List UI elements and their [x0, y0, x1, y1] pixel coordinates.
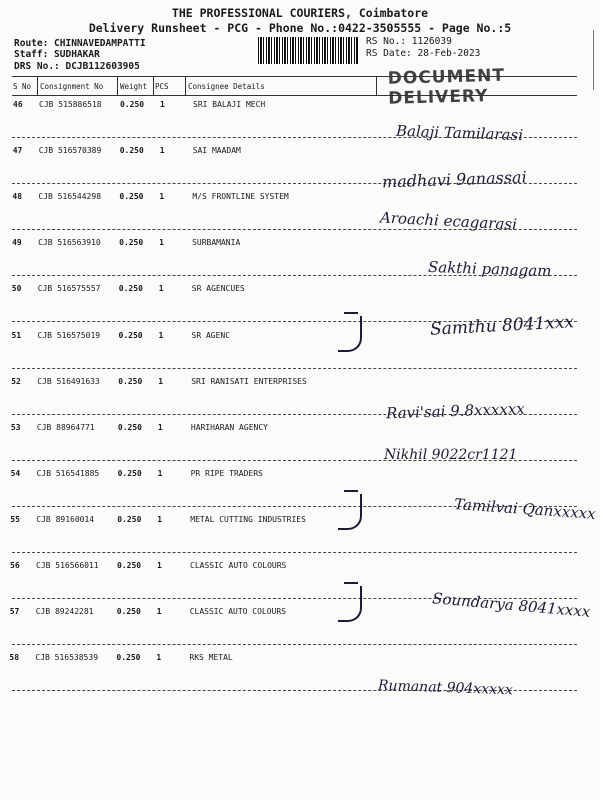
row-weight: 0.250: [119, 192, 144, 202]
row-pcs: 1: [158, 376, 164, 386]
handwritten-mark-icon: [338, 586, 362, 622]
col-divider: [153, 76, 154, 96]
barcode-icon: [258, 37, 358, 64]
row-consignee: SAI MAADAM: [192, 146, 241, 156]
row-consignment: CJB 516570389: [38, 146, 102, 156]
row-pcs: 1: [160, 100, 165, 109]
row-sno: 55: [10, 514, 20, 524]
row-sno: 53: [10, 422, 21, 432]
row-separator: [12, 552, 577, 553]
row-consignee: HARIHARAN AGENCY: [190, 422, 268, 432]
handwritten-mark-icon: [338, 494, 362, 530]
row-consignee: M/S FRONTLINE SYSTEM: [192, 192, 289, 202]
row-weight: 0.250: [116, 607, 141, 617]
row-consignee: PR RIPE TRADERS: [190, 468, 263, 478]
row-consignee: SRI RANISATI ENTERPRISES: [191, 376, 307, 386]
col-divider: [376, 76, 377, 96]
handwritten-signature: Rumanat 904xxxxx: [377, 677, 514, 699]
handwritten-signature: Samthu 8041xxx: [429, 312, 575, 340]
row-consignment: CJB 516575557: [37, 284, 101, 294]
handwritten-signature: Ravi'sai 9.8xxxxxx: [385, 399, 526, 423]
handwritten-signature: Aroachi ecagarasi: [379, 208, 518, 234]
row-consignment: CJB 516563910: [38, 238, 101, 248]
row-consignment: CJB 516566011: [36, 561, 99, 570]
col-divider: [37, 76, 38, 96]
col-header-consignment: Consignment No: [40, 82, 104, 91]
row-weight: 0.250: [118, 330, 143, 340]
row-consignment: CJB 89160014: [36, 514, 95, 524]
row-consignee: RKS METAL: [189, 653, 233, 663]
row-sno: 49: [12, 238, 22, 248]
row-consignment: CJB 516538539: [35, 653, 99, 663]
runsheet-title: Delivery Runsheet - PCG - Phone No.:0422-3505555 - Page No.:5: [88, 21, 512, 35]
rs-number: RS No.: 1126039: [366, 36, 452, 47]
row-sno: 57: [9, 607, 20, 617]
company-title: THE PROFESSIONAL COURIERS, Coimbatore: [171, 6, 429, 20]
row-weight: 0.250: [118, 284, 143, 294]
row-consignment: CJB 516541885: [36, 468, 100, 478]
row-sno: 46: [13, 100, 23, 109]
handwritten-signature: Sakthi panagam: [427, 257, 552, 281]
row-separator: [12, 368, 577, 369]
handwritten-signature: Tamilvai Qanxxxxx: [453, 495, 597, 523]
row-pcs: 1: [156, 607, 162, 617]
row-consignee: CLASSIC AUTO COLOURS: [189, 607, 287, 617]
col-header-weight: Weight: [120, 82, 148, 91]
row-consignment: CJB 516491633: [37, 376, 100, 386]
drs-number: DRS No.: DCJB112603905: [14, 61, 140, 72]
row-sno: 50: [11, 284, 22, 294]
col-divider: [185, 76, 186, 96]
row-weight: 0.250: [120, 100, 145, 109]
handwritten-signature: Nikhil 9022cr1121: [384, 447, 518, 463]
row-consignee: SURBAMANIA: [192, 238, 241, 248]
row-consignee: CLASSIC AUTO COLOURS: [190, 561, 287, 570]
route-label: Route: CHINNAVEDAMPATTI: [14, 38, 146, 49]
row-pcs: 1: [159, 146, 165, 156]
row-consignee: SR AGENC: [191, 330, 231, 340]
row-weight: 0.250: [119, 146, 144, 156]
header-bottom-rule: [12, 95, 577, 96]
row-pcs: 1: [158, 284, 164, 294]
row-pcs: 1: [156, 653, 162, 663]
row-sno: 52: [11, 376, 21, 386]
row-sno: 47: [12, 146, 23, 156]
row-sno: 54: [10, 468, 21, 478]
row-consignment: CJB 515886518: [39, 100, 102, 109]
row-consignment: CJB 516575019: [37, 330, 101, 340]
row-weight: 0.250: [117, 561, 142, 570]
row-pcs: 1: [157, 422, 163, 432]
row-pcs: 1: [159, 192, 165, 202]
row-weight: 0.250: [117, 514, 142, 524]
row-consignment: CJB 88964771: [36, 422, 95, 432]
row-consignee: SR AGENCUES: [191, 284, 245, 294]
row-pcs: 1: [158, 330, 164, 340]
document-delivery-stamp: DOCUMENT DELIVERY: [387, 65, 506, 109]
staff-label: Staff: SUDHAKAR: [14, 49, 100, 60]
row-consignment: CJB 89242281: [35, 607, 94, 617]
col-divider: [117, 76, 118, 96]
row-sno: 56: [10, 561, 20, 570]
rs-date: RS Date: 28-Feb-2023: [366, 48, 481, 59]
row-consignment: CJB 516544298: [38, 192, 102, 202]
col-header-sno: S No: [13, 82, 32, 91]
row-sno: 51: [11, 330, 22, 340]
row-consignee: SRI BALAJI MECH: [193, 100, 266, 109]
row-weight: 0.250: [118, 376, 143, 386]
row-pcs: 1: [157, 561, 162, 570]
col-header-consignee: Consignee Details: [188, 82, 265, 91]
row-weight: 0.250: [119, 238, 144, 248]
row-weight: 0.250: [117, 422, 142, 432]
header-top-rule: [12, 76, 577, 77]
row-consignee: METAL CUTTING INDUSTRIES: [190, 514, 306, 524]
row-weight: 0.250: [116, 653, 141, 663]
handwritten-signature: Balaji Tamilarasi: [395, 121, 524, 145]
col-header-pcs: PCS: [155, 82, 169, 91]
handwritten-mark-icon: [338, 316, 362, 352]
handwritten-signature: Soundarya 8041xxxx: [431, 589, 592, 621]
row-pcs: 1: [157, 514, 163, 524]
row-sno: 58: [9, 653, 20, 663]
row-sno: 48: [12, 192, 23, 202]
row-pcs: 1: [157, 468, 163, 478]
row-pcs: 1: [159, 238, 164, 248]
handwritten-signature: madhavi 9anassai: [381, 167, 527, 192]
row-separator: [12, 644, 577, 645]
row-weight: 0.250: [117, 468, 142, 478]
